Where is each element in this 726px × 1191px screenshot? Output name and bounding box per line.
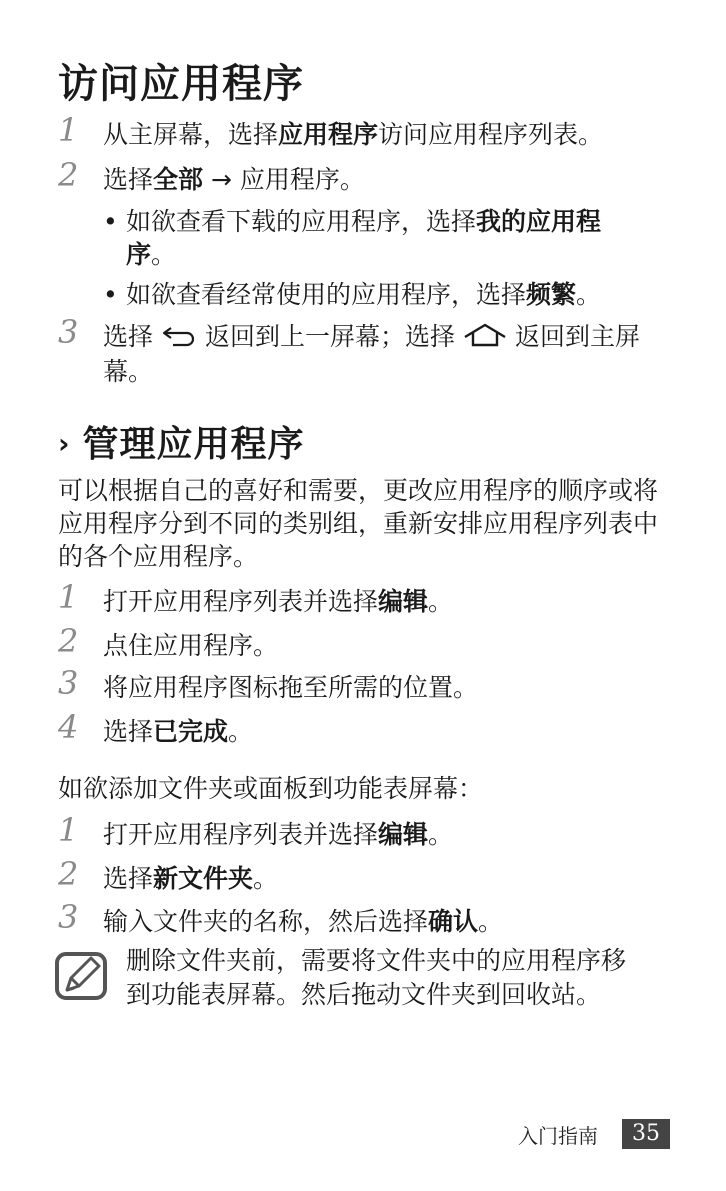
bullet-bold: 我的应用程序: [126, 207, 602, 269]
page-title: 访问应用程序: [58, 61, 304, 107]
intro-paragraph: 可以根据自己的喜好和需要，更改应用程序的顺序或将应用程序分到不同的类别组，重新安排应用程序列表中的各个应用程序。: [58, 476, 659, 571]
step-number: 2: [58, 622, 79, 660]
back-arrow-icon: [161, 322, 197, 355]
step-text: 打开应用程序列表并选择: [103, 587, 379, 616]
step-number: 1: [58, 111, 79, 149]
step-number: 4: [58, 708, 79, 746]
step-text: 选择: [103, 165, 154, 194]
step-text-after: → 应用程序。: [203, 165, 365, 194]
bullet-text-after: 。: [151, 240, 177, 269]
step-bold: 应用程序: [278, 120, 379, 149]
bullet-text: 如欲查看下载的应用程序，选择: [126, 207, 477, 236]
step-bold: 全部: [153, 165, 204, 194]
home-icon: [463, 322, 507, 355]
step-bold: 确认: [428, 907, 479, 936]
section-title: 管理应用程序: [82, 424, 305, 465]
folder-intro: 如欲添加文件夹或面板到功能表屏幕：: [58, 774, 484, 803]
step-text-after: 。: [228, 717, 254, 746]
step-text: 打开应用程序列表并选择: [103, 820, 379, 849]
step-text-after: 。: [478, 907, 504, 936]
step-text: 将应用程序图标拖至所需的位置。: [103, 673, 479, 702]
step-text-after: 。: [428, 820, 454, 849]
step-text: 选择: [103, 322, 154, 351]
step-text-after: 。: [253, 864, 279, 893]
step-text: 从主屏幕，选择: [103, 120, 279, 149]
step-number: 1: [58, 811, 79, 849]
chevron-right-icon: ›: [58, 427, 71, 460]
bullet-dot: •: [103, 280, 118, 309]
step-number: 3: [58, 313, 79, 351]
step-text: 点住应用程序。: [103, 631, 279, 660]
step-number: 3: [58, 898, 79, 936]
step-number: 3: [58, 664, 79, 702]
page-number: 35: [622, 1119, 670, 1149]
step-text: 选择: [103, 864, 154, 893]
step-number: 1: [58, 578, 79, 616]
bullet-text: 如欲查看经常使用的应用程序，选择: [126, 280, 527, 309]
step-text-after: 。: [428, 587, 454, 616]
step-number: 2: [58, 156, 79, 194]
bullet-text-after: 。: [576, 280, 602, 309]
footer-section-label: 入门指南: [518, 1124, 598, 1148]
step-bold: 新文件夹: [153, 864, 254, 893]
bullet-bold: 频繁: [526, 280, 577, 309]
step-number: 2: [58, 855, 79, 893]
note-text: 删除文件夹前，需要将文件夹中的应用程序移到功能表屏幕。然后拖动文件夹到回收站。: [126, 946, 627, 1009]
step-text: 选择: [103, 717, 154, 746]
step-bold: 已完成: [153, 717, 229, 746]
bullet-dot: •: [103, 207, 118, 236]
step-text-mid: 返回到上一屏幕；选择: [205, 322, 456, 351]
step-text-after: 返回到主屏幕。: [103, 322, 641, 386]
note-pencil-icon: [55, 952, 109, 1002]
step-text: 输入文件夹的名称，然后选择: [103, 907, 429, 936]
section-heading: [58, 416, 305, 467]
step-bold: 编辑: [378, 587, 429, 616]
step-text-after: 访问应用程序列表。: [378, 120, 604, 149]
step-bold: 编辑: [378, 820, 429, 849]
